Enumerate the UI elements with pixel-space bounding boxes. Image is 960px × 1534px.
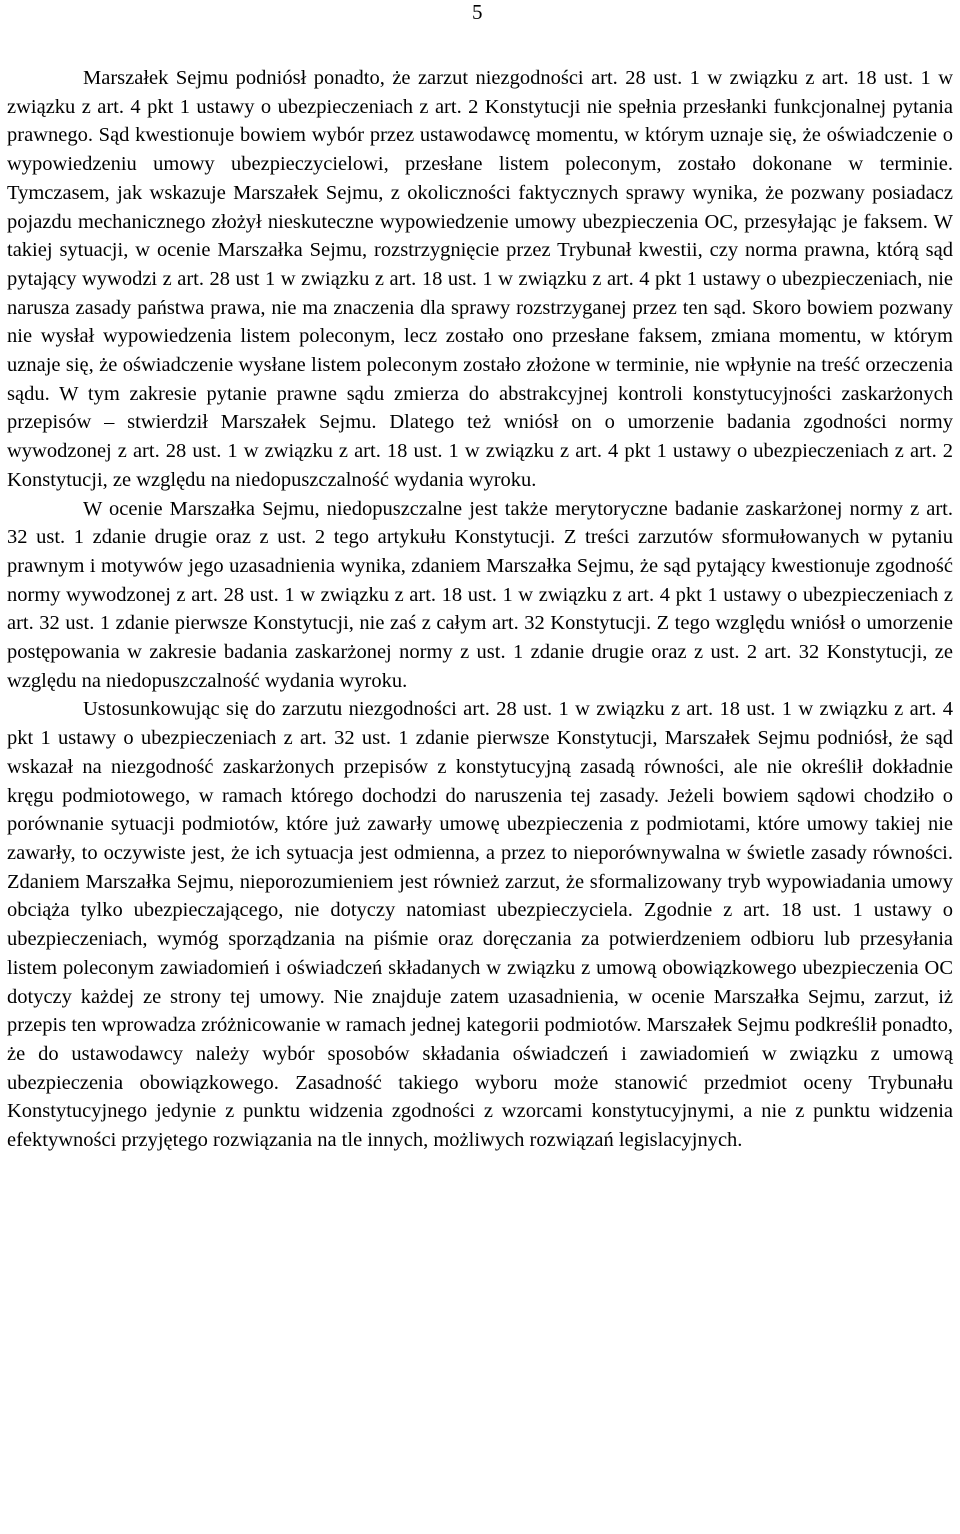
document-body [7, 64, 953, 1155]
paragraph: W ocenie Marszałka Sejmu, niedopuszczalne jest także merytoryczne badanie zaskarżonej normy z art. 32 ust. 1 zdanie drugie oraz z ust. 2 tego artykułu Konstytucji. Z treści zarzutów sformułowanych w pytaniu prawnym i motywów jego uzasadnienia wynika, zdaniem Marszałka Sejmu, że sąd pytający kwestionuje zgodność normy wywodzonej z art. 28 ust. 1 w związku z art. 18 ust. 1 w związku z art. 4 pkt 1 ustawy o ubezpieczeniach z art. 32 ust. 1 zdanie pierwsze Konstytucji, nie zaś z całym art. 32 Konstytucji. Z tego względu wniósł o umorzenie postępowania w zakresie badania zaskarżonej normy z ust. 1 zdanie drugie oraz z ust. 2 art. 32 Konstytucji, ze względu na niedopuszczalność wydania wyroku. [7, 497, 953, 692]
page-number: 5 [472, 0, 483, 24]
paragraph: Ustosunkowując się do zarzutu niezgodności art. 28 ust. 1 w związku z art. 18 ust. 1 w związku z art. 4 pkt 1 ustawy o ubezpieczeniach z art. 32 ust. 1 zdanie pierwsze Konstytucji, Marszałek Sejmu podniósł, że sąd wskazał na niezgodność zaskarżonych przepisów z konstytucyjną zasadą równości, ale nie określił dokładnie kręgu podmiotowego, w ramach którego dochodzi do naruszenia tej zasady. Jeżeli bowiem sądowi chodziło o porównanie sytuacji podmiotów, które już zawarły umowę ubezpieczenia z podmiotami, które umowy takiej nie zawarły, to oczywiste jest, że ich sytuacja jest odmienna, a przez to nieporównywalna w świetle zasady równości. Zdaniem Marszałka Sejmu, nieporozumieniem jest również zarzut, że sformalizowany tryb wypowiadania umowy obciąża tylko ubezpieczającego, nie dotyczy natomiast ubezpieczyciela. Zgodnie z art. 18 ust. 1 ustawy o ubezpieczeniach, wymóg sporządzania na piśmie oraz doręczania za potwierdzeniem odbioru lub przesyłania listem poleconym zawiadomień i oświadczeń składanych w związku z umową obowiązkowego ubezpieczenia OC dotyczy każdej ze strony tej umowy. Nie znajduje zatem uzasadnienia, w ocenie Marszałka Sejmu, zarzut, iż przepis ten wprowadza zróżnicowanie w ramach jednej kategorii podmiotów. Marszałek Sejmu podkreślił ponadto, że do ustawodawcy należy wybór sposobów składania oświadczeń i zawiadomień w związku z umową ubezpieczenia obowiązkowego. Zasadność takiego wyboru może stanowić przedmiot oceny Trybunału Konstytucyjnego jedynie z punktu widzenia zgodności z wzorcami konstytucyjnymi, a nie z punktu widzenia efektywności przyjętego rozwiązania na tle innych, możliwych rozwiązań legislacyjnych. [7, 698, 953, 1152]
paragraph: Marszałek Sejmu podniósł ponadto, że zarzut niezgodności art. 28 ust. 1 w związku z art. 18 ust. 1 w związku z art. 4 pkt 1 ustawy o ubezpieczeniach z art. 2 Konstytucji nie spełnia przesłanki funkcjonalnej pytania prawnego. Sąd kwestionuje bowiem wybór przez ustawodawcę momentu, w którym uznaje się, że oświadczenie o wypowiedzeniu umowy ubezpieczycielowi, przesłane listem poleconym, zostało dokonane w terminie. Tymczasem, jak wskazuje Marszałek Sejmu, z okoliczności faktycznych sprawy wynika, że pozwany posiadacz pojazdu mechanicznego złożył nieskuteczne wypowiedzenie umowy ubezpieczenia OC, przesyłając je faksem. W takiej sytuacji, w ocenie Marszałka Sejmu, rozstrzygnięcie przez Trybunał kwestii, czy norma prawna, którą sąd pytający wywodzi z art. 28 ust 1 w związku z art. 18 ust. 1 w związku z art. 4 pkt 1 ustawy o ubezpieczeniach, nie narusza zasady państwa prawa, nie ma znaczenia dla sprawy rozstrzyganej przez ten sąd. Skoro bowiem pozwany nie wysłał wypowiedzenia listem poleconym, lecz zostało ono przesłane faksem, zmiana momentu, w którym uznaje się, że oświadczenie wysłane listem poleconym zostało złożone w terminie, nie wpłynie na treść orzeczenia sądu. W tym zakresie pytanie prawne sądu zmierza do abstrakcyjnej kontroli konstytucyjności zaskarżonych przepisów – stwierdził Marszałek Sejmu. Dlatego też wniósł on o umorzenie badania zgodności normy wywodzonej z art. 28 ust. 1 w związku z art. 18 ust. 1 w związku z art. 4 pkt 1 ustawy o ubezpieczeniach z art. 2 Konstytucji, ze względu na niedopuszczalność wydania wyroku. [7, 67, 953, 491]
